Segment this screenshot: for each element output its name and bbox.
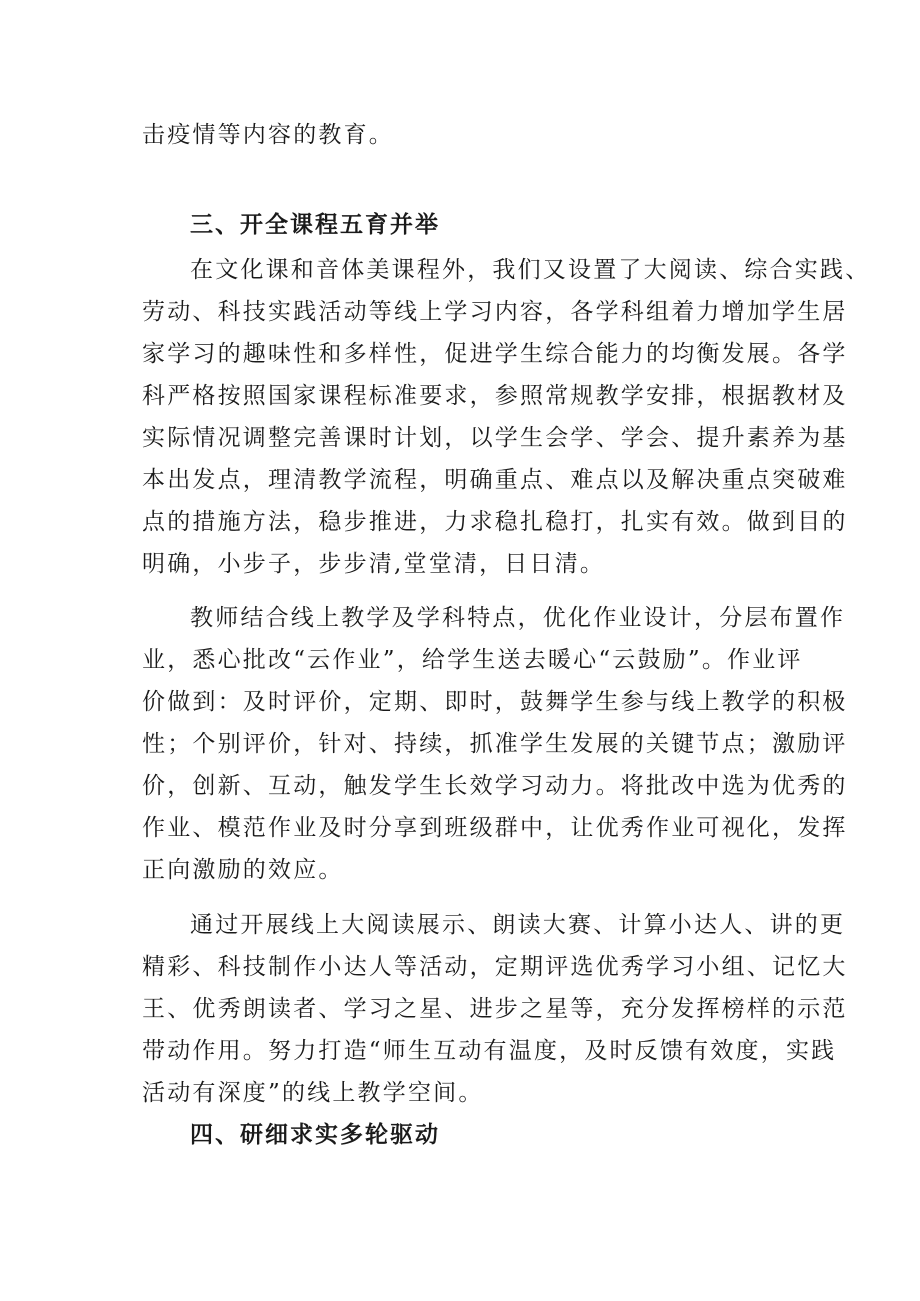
paragraph-3-line: 通过开展线上大阅读展示、朗读大赛、计算小达人、讲的更 bbox=[190, 912, 846, 938]
paragraph-1-line: 明确，小步子，步步清,堂堂清，日日清。 bbox=[142, 551, 606, 577]
paragraph-3-line: 活动有深度”的线上教学空间。 bbox=[142, 1080, 484, 1106]
paragraph-2-line: 价，创新、互动，触发学生长效学习动力。将批改中选为优秀的 bbox=[142, 773, 848, 799]
continuation-line: 击疫情等内容的教育。 bbox=[142, 122, 394, 148]
paragraph-1-line: 实际情况调整完善课时计划，以学生会学、学会、提升素养为基 bbox=[142, 425, 848, 451]
paragraph-3-line: 精彩、科技制作小达人等活动，定期评选优秀学习小组、记忆大 bbox=[142, 954, 848, 980]
paragraph-1-line: 在文化课和音体美课程外，我们又设置了大阅读、综合实践、 bbox=[190, 257, 871, 283]
section-3-heading: 三、开全课程五育并举 bbox=[190, 212, 440, 238]
paragraph-2-line: 价做到：及时评价，定期、即时，鼓舞学生参与线上教学的积极 bbox=[142, 689, 848, 715]
paragraph-1-line: 家学习的趣味性和多样性，促进学生综合能力的均衡发展。各学 bbox=[142, 341, 848, 367]
paragraph-1-line: 科严格按照国家课程标准要求，参照常规教学安排，根据教材及 bbox=[142, 383, 848, 409]
paragraph-2-line: 作业、模范作业及时分享到班级群中，让优秀作业可视化，发挥 bbox=[142, 815, 848, 841]
paragraph-2-line: 正向激励的效应。 bbox=[142, 857, 344, 883]
paragraph-1-line: 点的措施方法，稳步推进，力求稳扎稳打，扎实有效。做到目的 bbox=[142, 509, 848, 535]
paragraph-2-line: 性；个别评价，针对、持续，抓准学生发展的关键节点；激励评 bbox=[142, 731, 848, 757]
paragraph-2-line: 教师结合线上教学及学科特点，优化作业设计，分层布置作 bbox=[190, 605, 846, 631]
paragraph-3-line: 带动作用。努力打造“师生互动有温度，及时反馈有效度，实践 bbox=[142, 1038, 837, 1064]
paragraph-1-line: 本出发点，理清教学流程，明确重点、难点以及解决重点突破难 bbox=[142, 467, 848, 493]
paragraph-3-line: 王、优秀朗读者、学习之星、进步之星等，充分发挥榜样的示范 bbox=[142, 996, 848, 1022]
paragraph-1-line: 劳动、科技实践活动等线上学习内容，各学科组着力增加学生居 bbox=[142, 299, 848, 325]
section-4-heading: 四、研细求实多轮驱动 bbox=[190, 1122, 440, 1148]
paragraph-2-line: 业，悉心批改“云作业”，给学生送去暖心“云鼓励”。作业评 bbox=[142, 647, 803, 673]
